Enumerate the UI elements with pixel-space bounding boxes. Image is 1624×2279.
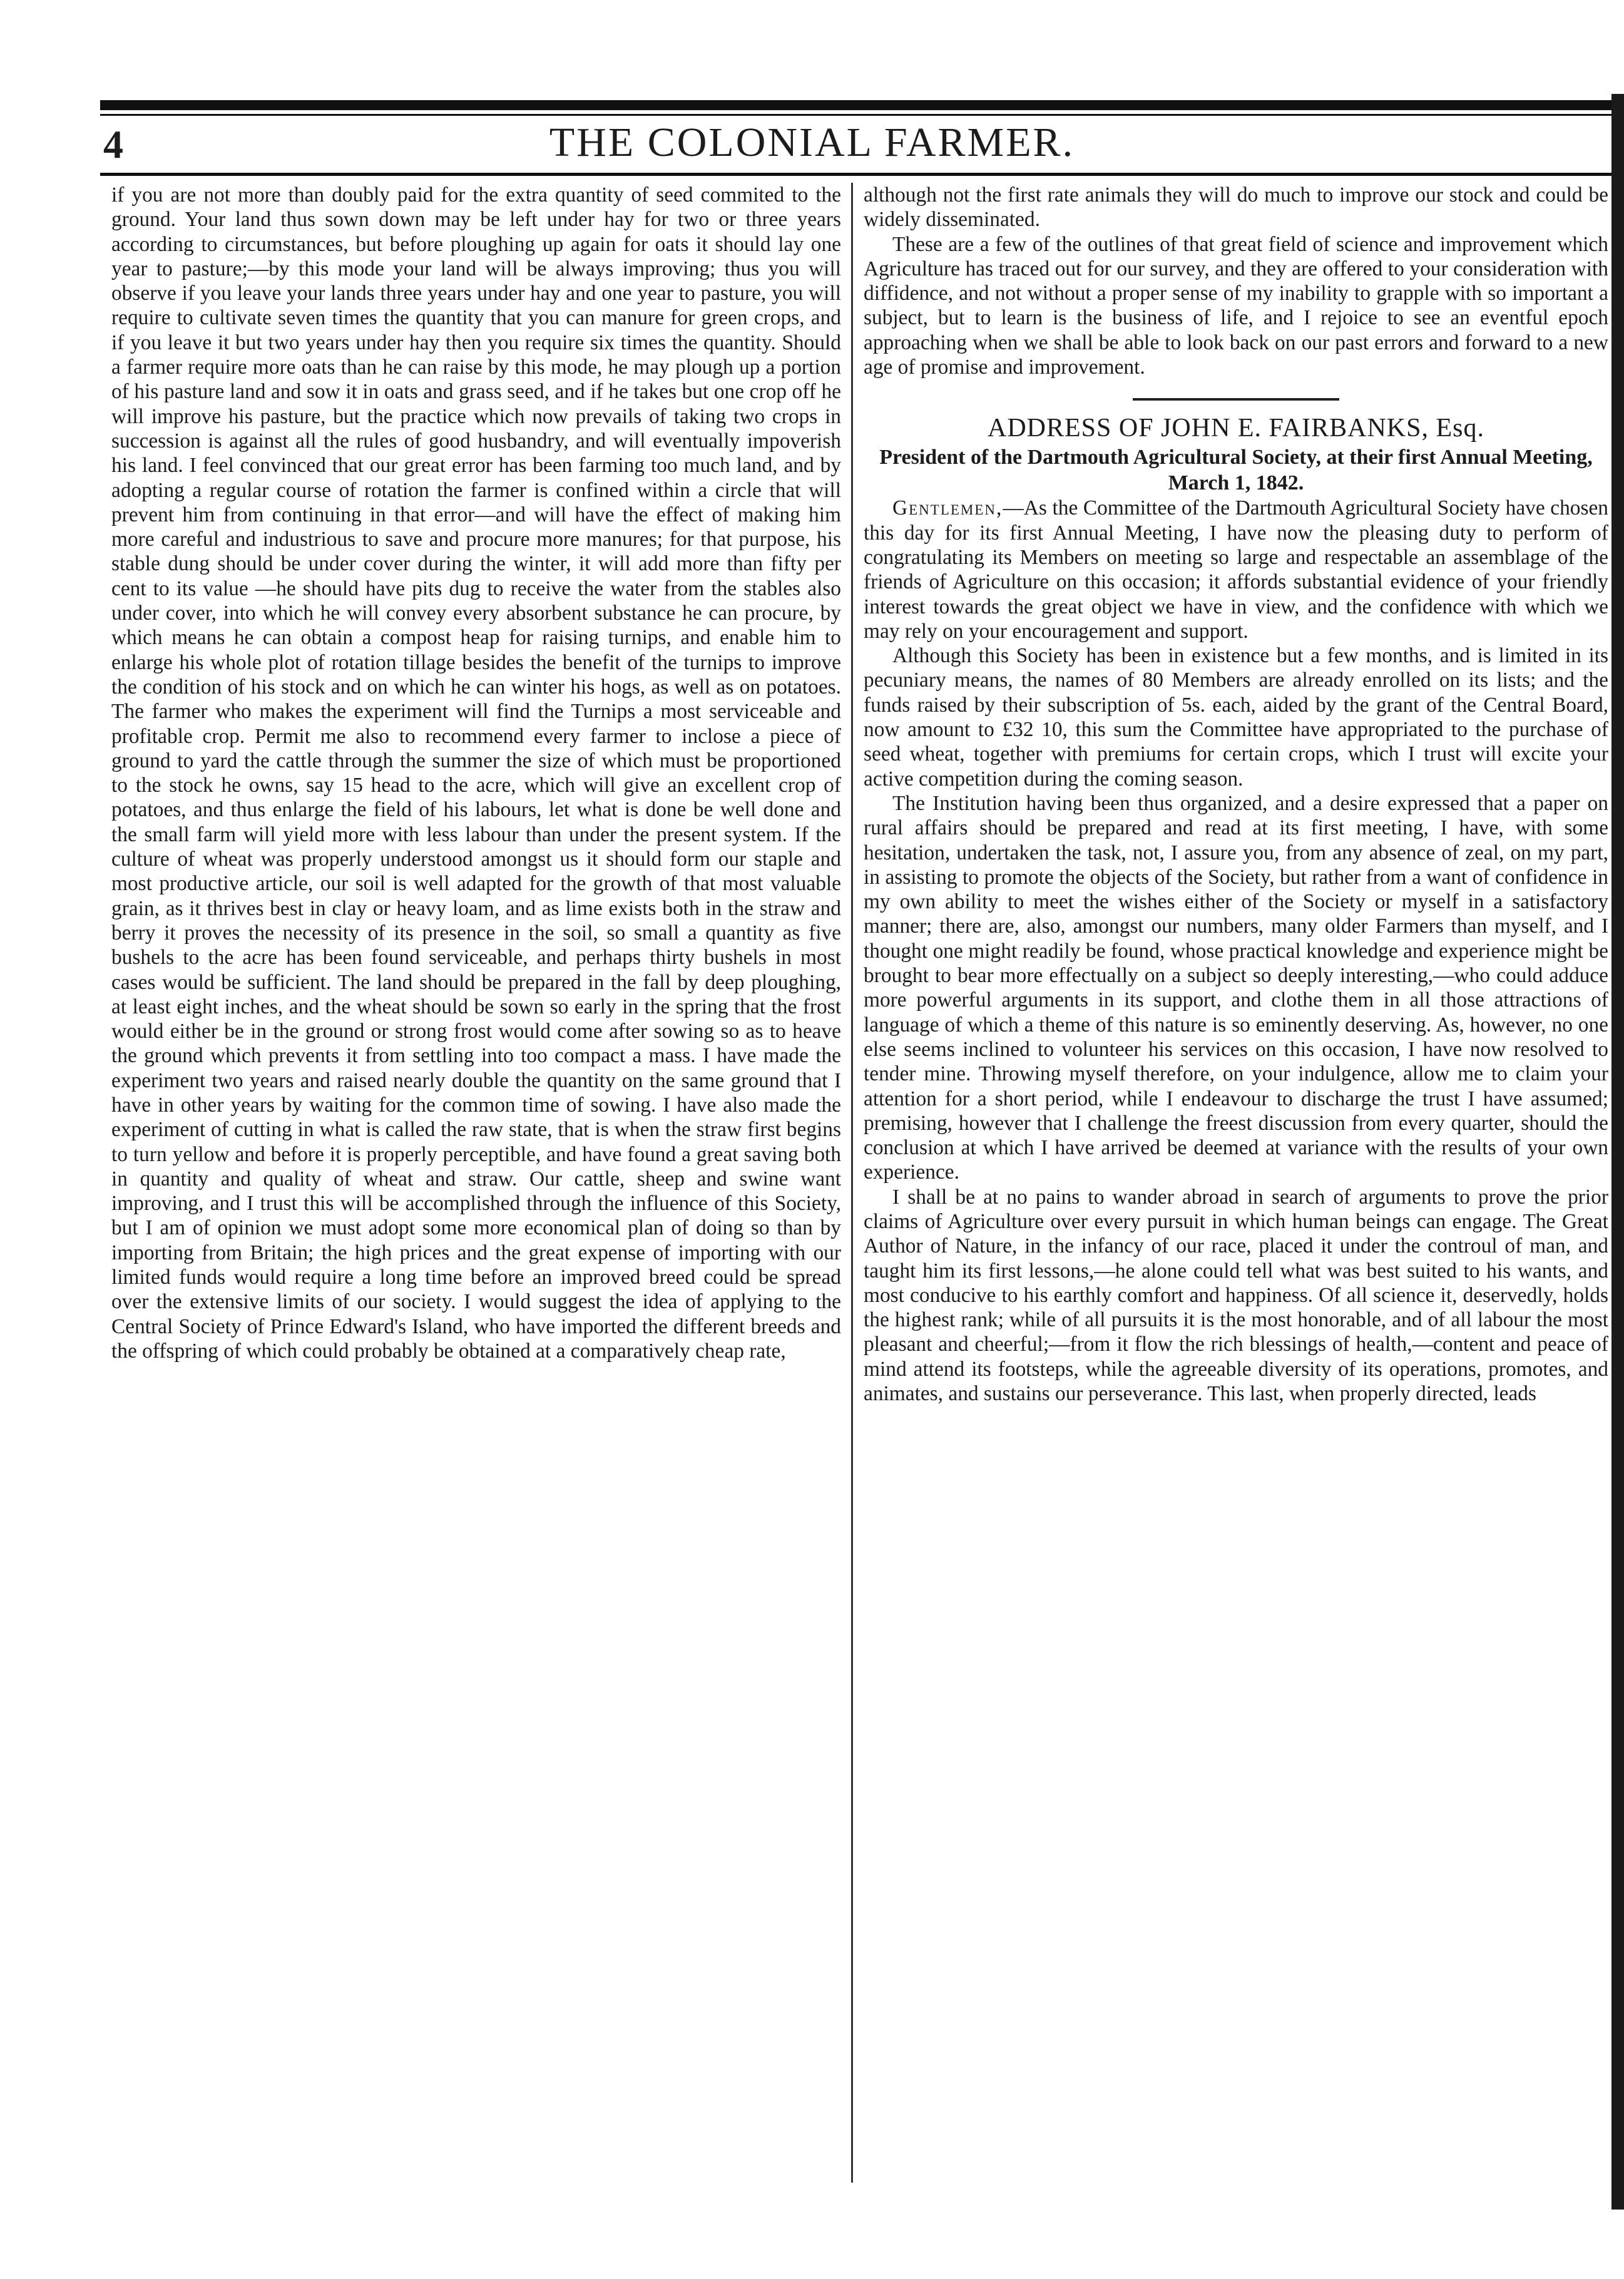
- scanned-page-edge: [1611, 94, 1624, 2210]
- page-number: 4: [103, 122, 123, 166]
- article-headline: ADDRESS OF JOHN E. FAIRBANKS, Esq.: [988, 414, 1484, 443]
- masthead-thin-rule: [100, 114, 1618, 116]
- right-column: [864, 183, 1608, 1406]
- address-paragraph-1: [864, 496, 1608, 643]
- column-divider: [851, 183, 853, 2183]
- header-rule: [100, 173, 1618, 176]
- left-column: [111, 183, 841, 1363]
- masthead-thick-rule: [100, 100, 1618, 110]
- address-paragraph-4: I shall be at no pains to wander abroad in search of arguments to prove the prior claims of Agriculture over every pursuit in which human beings can engage. The Great Author of Nature, in the infancy of our race, placed it under the controul of man, and taught him its first lessons,—he alone could tell what was best suited to his wants, and most conducive to his earthly comfort and happiness. Of all science it, deservedly, holds the highest rank; while of all pursuits it is the most honorable, and of all labour the most pleasant and cheerful;—from it flow the rich blessings of health,—content and peace of mind attend its footsteps, while the agreeable diversity of its operations, promotes, and animates, and sustains our perseverance. This last, when properly directed, leads: [864, 1185, 1608, 1406]
- address-paragraph-1-text: —As the Committee of the Dartmouth Agricultural Society have chosen this day for its first Annual Meeting, I have now the pleasing duty to perform of congratulating its Members on meeting so large and respectable an assemblage of the friends of Agriculture on this occasion; it affords substantial evidence of your friendly interest towards the great object we have in view, and the confidence with which we may rely on your encouragement and support.: [864, 496, 1608, 643]
- address-paragraph-3: The Institution having been thus organized, and a desire expressed that a paper on rural affairs should be prepared and read at its first meeting, I have, with some hesitation, undertaken the task, not, I assure you, from any absence of zeal, on my part, in assisting to promote the objects of the Society, but rather from a want of confidence in my own ability to meet the wishes either of the Society or myself in a satisfactory manner; there are, also, amongst our numbers, many older Farmers than myself, and I thought one might readily be found, whose practical knowledge and experience might be brought to bear more effectually on a subject so deeply interesting,—who could adduce more powerful arguments in its support, and clothe them in all those attractions of language of which a theme of this nature is so eminently deserving. As, however, no one else seems inclined to volunteer his services on this occasion, I have now resolved to tender mine. Throwing myself therefore, on your indulgence, allow me to claim your attention for a short period, while I endeavour to discharge the trust I have assumed; premising, however that I challenge the freest discussion from every quarter, should the conclusion at which I have arrived be deemed at variance with the results of your own experience.: [864, 791, 1608, 1184]
- article-subheadline: President of the Dartmouth Agricultural Society, at their first Annual Meeting, March 1, 1842.: [879, 446, 1593, 495]
- section-divider-rule: [1133, 398, 1339, 401]
- newspaper-title: THE COLONIAL FARMER.: [549, 120, 1075, 165]
- left-column-paragraph: if you are not more than doubly paid for the extra quantity of seed commited to the ground. Your land thus sown down may be left under hay for two or three years according to circumstances, but before ploughing up again for oats it should lay one year to pasture;—by this mode your land will be always improving; thus you will observe if you leave your lands three years under hay and one year to pasture, you will require to cultivate seven times the quantity that you can manure for green crops, and if you leave it but two years under hay then you require six times the quantity. Should a farmer require more oats than he can raise by this mode, he may plough up a portion of his pasture land and sow it in oats and grass seed, and if he takes but one crop off he will improve his pasture, but the practice which now prevails of taking two crops in succession is against all the rules of good husbandry, and will eventually impoverish his land. I feel convinced that our great error has been farming too much land, and by adopting a regular course of rotation the farmer is confined within a circle that will prevent him from continuing in that error—and will have the effect of making him more careful and industrious to save and procure more manures; for that purpose, his stable dung should be under cover during the winter, it will add more than fifty per cent to its value —he should have pits dug to receive the water from the stables also under cover, into which he will convey every absorbent substance he can procure, by which means he can obtain a compost heap for raising turnips, and enable him to enlarge his whole plot of rotation tillage besides the benefit of the turnips to improve the condition of his stock and on which he can winter his hogs, as well as on potatoes. The farmer who makes the experiment will find the Turnips a most serviceable and profitable crop. Permit me also to recommend every farmer to inclose a piece of ground to yard the cattle through the summer the size of which must be proportioned to the stock he owns, say 15 head to the acre, which will give an excellent crop of potatoes, and thus enlarge the field of his labours, let what is done be well done and the small farm will yield more with less labour than under the present system. If the culture of wheat was properly understood amongst us it should form our staple and most productive article, our soil is well adapted for the growth of that most valuable grain, as it thrives best in clay or heavy loam, and as lime exists both in the straw and berry it proves the necessity of its presence in the soil, so small a quantity as five bushels to the acre has been found serviceable, and perhaps thirty bushels in most cases would be sufficient. The land should be prepared in the fall by deep ploughing, at least eight inches, and the wheat should be sown so early in the spring that the frost would either be in the ground or strong frost would come after sowing so as to heave the ground which prevents it from settling into too compact a mass. I have made the experiment two years and raised nearly double the quantity on the same ground that I have in other years by waiting for the common time of sowing. I have also made the experiment of cutting in what is called the raw state, that is when the straw first begins to turn yellow and before it is properly perceptible, and have found a great saving both in quantity and quality of wheat and straw. Our cattle, sheep and swine want improving, and I trust this will be accomplished through the influence of this Society, but I am of opinion we must adopt some more economical plan of doing so than by importing from Britain; the high prices and the great expense of importing with our limited funds would require a long time before an improved breed could be spread over the extensive limits of our society. I would suggest the idea of applying to the Central Society of Prince Edward's Island, who have imported the different breeds and the offspring of which could probably be obtained at a comparatively cheap rate,: [111, 183, 841, 1363]
- address-paragraph-2: Although this Society has been in existence but a few months, and is limited in its pecuniary means, the names of 80 Members are already enrolled on its lists; and the funds raised by their subscription of 5s. each, aided by the grant of the Central Board, now amount to £32 10, this sum the Committee have appropriated to the purchase of seed wheat, together with premiums for certain crops, which I trust will excite your active competition during the coming season.: [864, 644, 1608, 791]
- salutation: Gentlemen,: [892, 496, 1003, 520]
- closing-paragraph: These are a few of the outlines of that great field of science and improvement which Agriculture has traced out for our survey, and they are offered to your consideration with diffidence, and not without a proper sense of my inability to grapple with so important a subject, but to learn is the business of life, and I rejoice to see an eventful epoch approaching when we shall be able to look back on our past errors and forward to a new age of promise and improvement.: [864, 232, 1608, 379]
- continuation-paragraph: although not the first rate animals they will do much to improve our stock and could be widely disseminated.: [864, 183, 1608, 232]
